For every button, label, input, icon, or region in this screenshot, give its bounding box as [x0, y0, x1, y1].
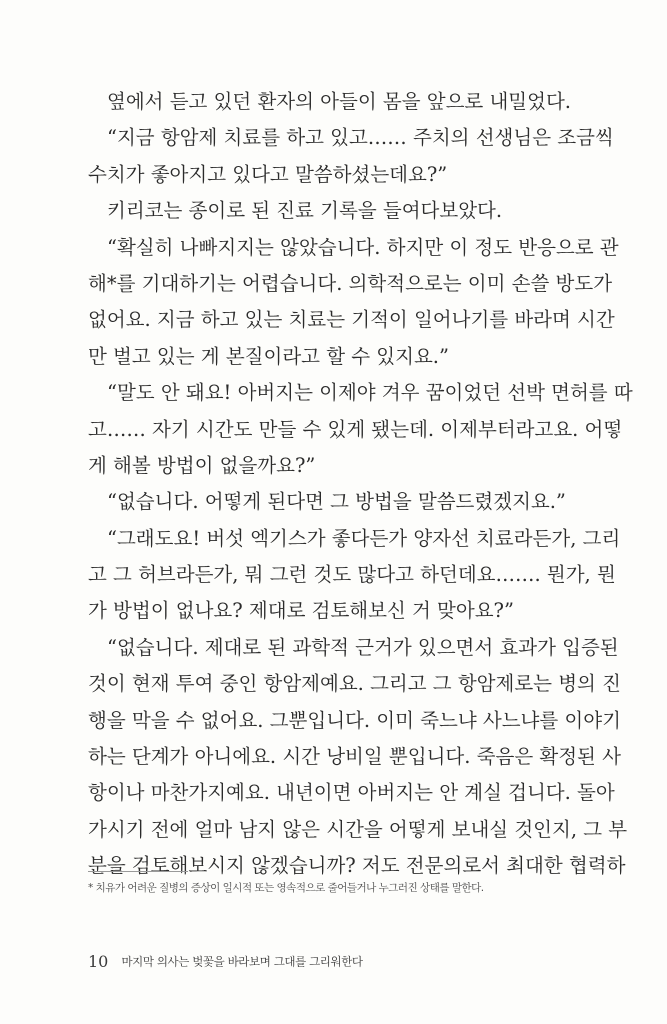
- text-line: 해*를 기대하기는 어렵습니다. 의학적으로는 이미 손쓸 방도가: [88, 271, 613, 295]
- book-title: 마지막 의사는 벚꽃을 바라보며 그대를 그리워한다: [121, 954, 363, 969]
- running-footer: [88, 951, 363, 971]
- text-line: “없습니다. 제대로 된 과학적 근거가 있으면서 효과가 입증된: [107, 635, 619, 659]
- text-line: “지금 항암제 치료를 하고 있고…… 주치의 선생님은 조금씩: [107, 126, 614, 150]
- text-line: 고 그 허브라든가, 뭐 그런 것도 많다고 하던데요……. 뭔가, 뭔: [88, 563, 616, 587]
- text-line: “없습니다. 어떻게 된다면 그 방법을 말씀드렸겠지요.”: [107, 490, 566, 514]
- text-line: 항이나 마찬가지예요. 내년이면 아버지는 안 계실 겁니다. 돌아: [88, 781, 615, 805]
- text-line: 분을 검토해보시지 않겠습니까? 저도 전문의로서 최대한 협력하: [88, 854, 626, 878]
- text-line: 것이 현재 투여 중인 항암제예요. 그리고 그 항암제로는 병의 진: [88, 672, 621, 696]
- text-line: 행을 막을 수 없어요. 그뿐입니다. 이미 죽느냐 사느냐를 이야기: [88, 708, 621, 732]
- page-number: 10: [88, 952, 109, 971]
- text-line: “확실히 나빠지지는 않았습니다. 하지만 이 정도 반응으로 관: [107, 235, 619, 259]
- text-line: “그래도요! 버섯 엑기스가 좋다든가 양자선 치료라든가, 그리: [107, 526, 621, 550]
- text-line: 만 벌고 있는 게 본질이라고 할 수 있지요.”: [88, 344, 449, 368]
- text-line: 옆에서 듣고 있던 환자의 아들이 몸을 앞으로 내밀었다.: [107, 90, 572, 113]
- text-line: 키리코는 종이로 된 진료 기록을 들여다보았다.: [107, 199, 503, 223]
- text-line: 가시기 전에 얼마 남지 않은 시간을 어떻게 보내실 것인지, 그 부: [88, 817, 628, 841]
- text-line: 하는 단계가 아니에요. 시간 낭비일 뿐입니다. 죽음은 확정된 사: [88, 745, 621, 769]
- footnote-divider: [88, 871, 188, 872]
- body-text: [88, 84, 633, 885]
- text-line: 없어요. 지금 하고 있는 치료는 기적이 일어나기를 바라며 시간: [88, 308, 615, 332]
- text-line: 수치가 좋아지고 있다고 말씀하셨는데요?”: [88, 162, 448, 186]
- text-line: 가 방법이 없나요? 제대로 검토해보신 거 맞아요?”: [88, 599, 514, 623]
- text-line: “말도 안 돼요! 아버지는 이제야 겨우 꿈이었던 선박 면허를 따: [107, 381, 633, 405]
- text-line: 게 해볼 방법이 없을까요?”: [88, 453, 316, 477]
- footnote: * 치유가 어려운 질병의 증상이 일시적 또는 영속적으로 줄어들거나 누그러진 상태를 말한다.: [88, 882, 484, 894]
- text-line: 고…… 자기 시간도 만들 수 있게 됐는데. 이제부터라고요. 어떻: [88, 417, 623, 441]
